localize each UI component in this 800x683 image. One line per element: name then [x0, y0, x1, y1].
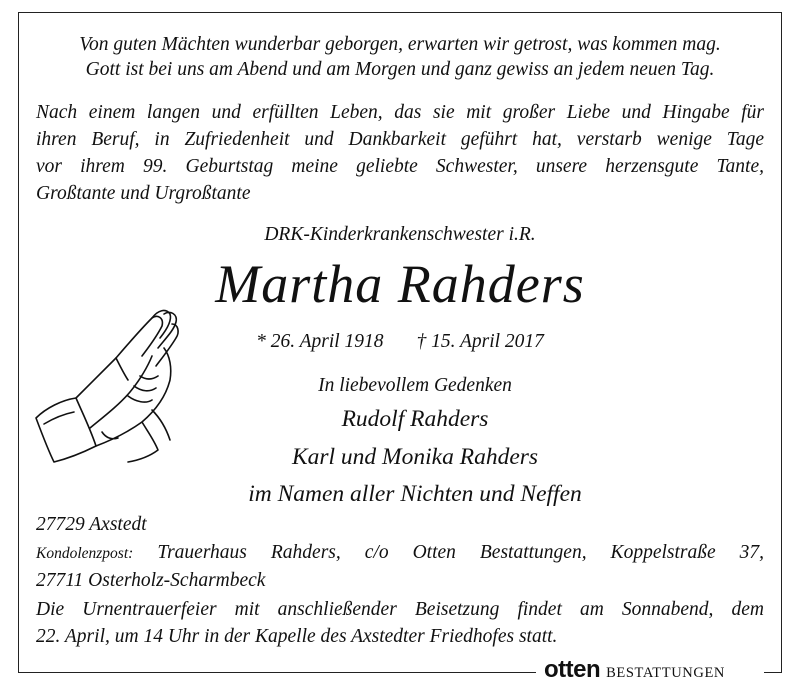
condolence-line [36, 539, 764, 567]
intro-line: ihren Beruf, in Zufriedenheit und Dankbarkeit geführt hat, verstarb wenige Tage [36, 129, 764, 150]
deceased-name: Martha Rahders [215, 254, 585, 314]
mourner-name: Karl und Monika Rahders [291, 444, 539, 470]
logo-subtitle: BESTATTUNGEN [606, 665, 725, 681]
intro-text [36, 99, 764, 207]
funeral-line: Die Urnentrauerfeier mit anschließender Beisetzung findet am Sonnabend, dem [36, 599, 764, 620]
condolence-city: 27711 Osterholz-Scharmbeck [36, 570, 266, 591]
mourner-name: Rudolf Rahders [341, 406, 489, 432]
logo-brand: otten [544, 656, 601, 683]
birth-date: * 26. April 1918 [256, 331, 384, 352]
intro-line: Nach einem langen und erfüllten Leben, das sie mit großer Liebe und Hingabe für [36, 102, 764, 123]
mourner-name: im Namen aller Nichten und Neffen [248, 481, 582, 507]
profession: DRK-Kinderkrankenschwester i.R. [264, 224, 536, 245]
funeral-home-logo [544, 656, 725, 683]
condolence-label: Kondolenzpost: [36, 545, 134, 562]
address: 27729 Axstedt [36, 514, 147, 535]
motto-line-2: Gott ist bei uns am Abend und am Morgen und ganz gewiss an jedem neuen Tag. [85, 59, 715, 80]
death-date: † 15. April 2017 [416, 331, 544, 352]
intro-line: vor ihrem 99. Geburtstag meine geliebte Schwester, unsere herzensgute Tante, [36, 156, 764, 177]
funeral-line: 22. April, um 14 Uhr in der Kapelle des Axstedter Friedhofes statt. [36, 626, 558, 647]
motto-line-1: Von guten Mächten wunderbar geborgen, erwarten wir getrost, was kommen mag. [79, 34, 721, 55]
condolence-address [36, 539, 764, 594]
funeral-info [36, 596, 764, 650]
mourning-intro: In liebevollem Gedenken [318, 375, 512, 396]
condolence-text: Trauerhaus Rahders, c/o Otten Bestattungen, Koppelstraße 37, [157, 542, 765, 563]
intro-line: Großtante und Urgroßtante [36, 183, 251, 204]
